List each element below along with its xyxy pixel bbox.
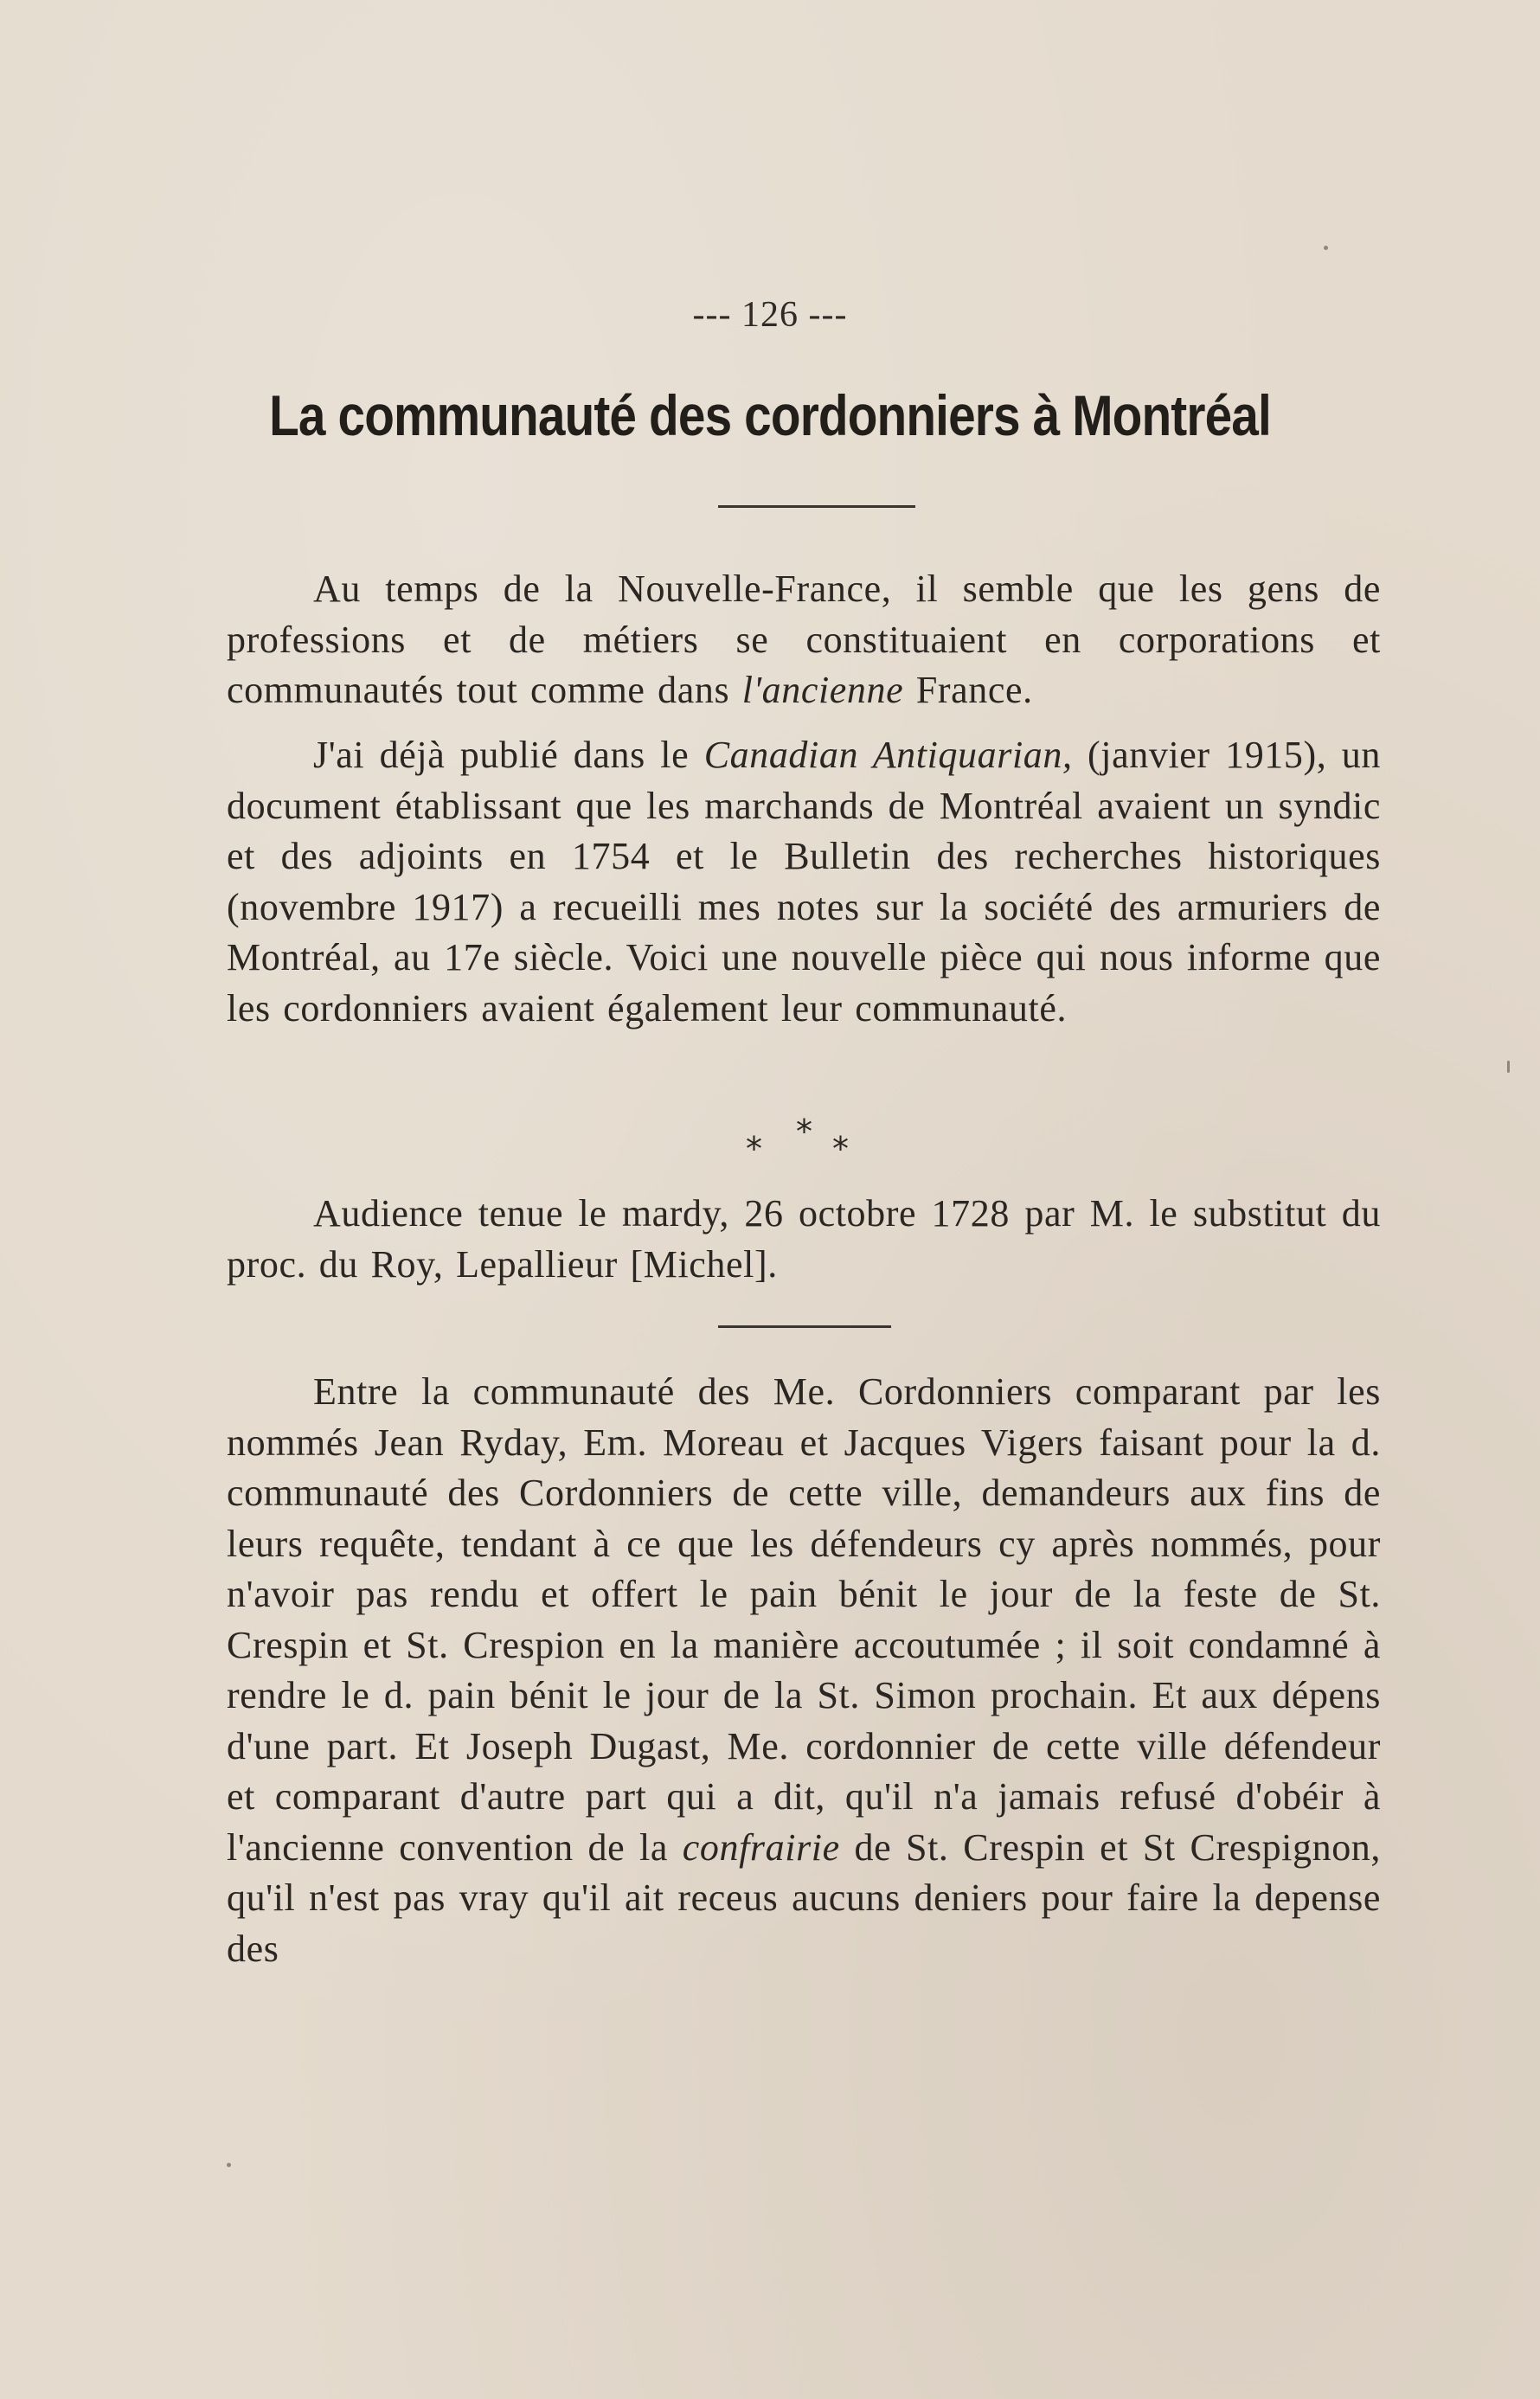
paragraph-publication-emphasis: Canadian Antiquarian, bbox=[703, 734, 1073, 776]
page-number: --- 126 --- bbox=[692, 295, 848, 335]
paragraph-publication-text bbox=[227, 730, 1381, 1034]
title-divider bbox=[718, 505, 915, 508]
paragraph-audience bbox=[227, 1189, 1381, 1290]
section-divider bbox=[718, 1325, 891, 1328]
paragraph-proceedings-tail: de St. Crespin et St Crespignon, qu'il n'est pas vray qu'il ait receus aucuns deniers pour faire la depense des bbox=[227, 1825, 1381, 1970]
asterism-separator bbox=[0, 1113, 1540, 1173]
paragraph-publication-main: J'ai déjà publié dans le bbox=[313, 734, 704, 776]
asterism-star-left: * bbox=[746, 1130, 762, 1168]
paragraph-intro-text bbox=[227, 564, 1381, 716]
paper-speck bbox=[1507, 1061, 1510, 1073]
asterism-star-right: * bbox=[832, 1130, 849, 1168]
paper-speck bbox=[227, 2163, 231, 2167]
paper-speck bbox=[1324, 246, 1328, 250]
paragraph-intro-emphasis: l'ancienne bbox=[741, 669, 904, 711]
paragraph-proceedings-text bbox=[227, 1367, 1381, 1974]
paragraph-intro-main: Au temps de la Nouvelle-France, il semble que les gens de professions et de métiers se constituaient en corporations et communautés tout comme dans bbox=[227, 568, 1381, 711]
paragraph-audience-text: Audience tenue le mardy, 26 octobre 1728 par M. le substitut du proc. du Roy, Lepallieur [Michel]. bbox=[227, 1192, 1381, 1286]
paragraph-intro bbox=[227, 564, 1381, 716]
paragraph-publication bbox=[227, 730, 1381, 1034]
paragraph-proceedings-emphasis: confrairie bbox=[682, 1825, 840, 1869]
paragraph-proceedings bbox=[227, 1367, 1381, 1974]
paragraph-proceedings-main: Entre la communauté des Me. Cordonniers comparant par les nommés Jean Ryday, Em. Moreau et Jacques Vigers faisant pour la d. communauté des Cordonniers de cette ville, demandeurs aux fins de leurs requête, tendant à ce que les défendeurs cy après nommés, pour n'avoir pas rendu et offert le pain bénit le jour de la feste de St. Crespin et St. Crespion en la manière accoutumée ; il soit condamné à rendre le d. pain bénit le jour de la St. Simon prochain. Et aux dépens d'une part. Et Joseph Dugast, Me. cordonnier de cette ville défendeur et comparant d'autre part qui a dit, qu'il n'a jamais refusé d'obéir à l'ancienne convention de la bbox=[227, 1370, 1381, 1869]
asterism-star-top: * bbox=[796, 1113, 812, 1151]
page-title: La communauté des cordonniers à Montréal bbox=[269, 383, 1271, 447]
paragraph-intro-tail: France. bbox=[903, 669, 1033, 711]
paragraph-publication-tail: (janvier 1915), un document établissant que les marchands de Montréal avaient un syndic et des adjoints en 1754 et le Bulletin des recherches historiques (novembre 1917) a recueilli mes notes sur la société des armuriers de Montréal, au 17e siècle. Voici une nouvelle pièce qui nous informe que les cordonniers avaient également leur communauté. bbox=[227, 734, 1381, 1030]
